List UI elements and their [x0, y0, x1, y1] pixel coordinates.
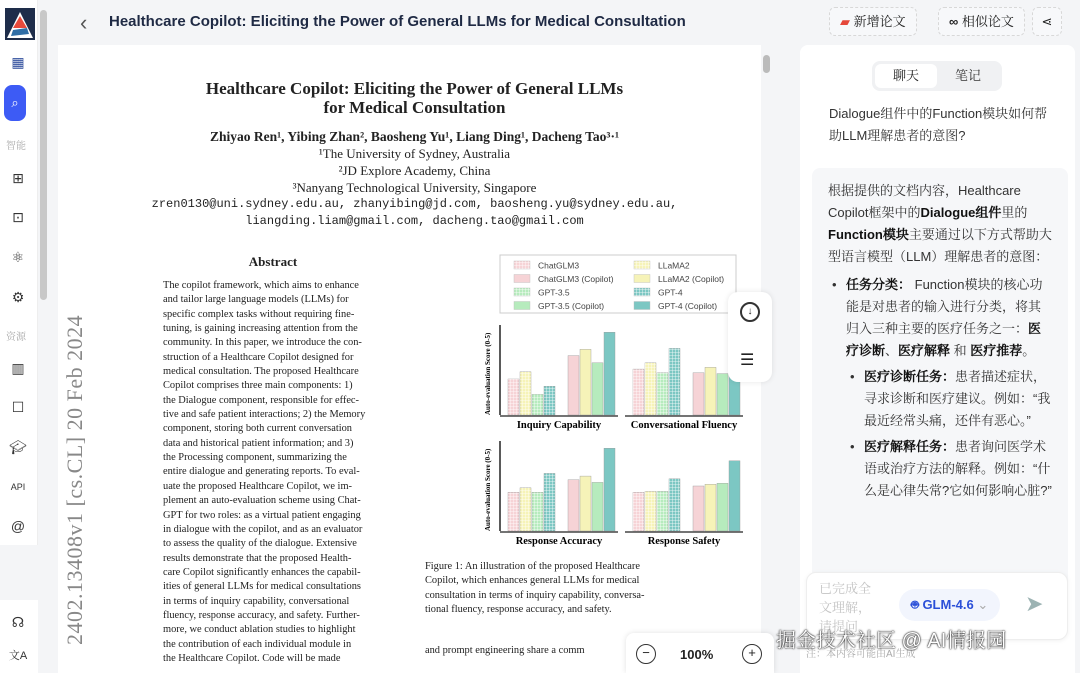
- abstract-body: [163, 279, 385, 666]
- legend-swatch-hatch: [514, 288, 530, 296]
- bar-hatch: [508, 379, 519, 415]
- bar: [592, 363, 603, 415]
- caption-line: Figure 1: An illustration of the proposed Healthcare: [425, 561, 640, 572]
- header: [60, 0, 1080, 45]
- bar-hatch: [645, 491, 656, 531]
- bar: [705, 484, 716, 531]
- abstract-line: in dialogue with the copilot, and as an evaluator: [163, 523, 363, 535]
- panel-title: Response Accuracy: [515, 536, 603, 547]
- affiliation-2: ²JD Explore Academy, China: [338, 163, 491, 178]
- page-title: Healthcare Copilot: Eliciting the Power of General LLMs for Medical Consultation: [109, 13, 686, 30]
- abstract-line: specific complex tasks without requiring fine-: [163, 308, 355, 320]
- abstract-line: more, we conduct ablation studies to highlight: [163, 624, 356, 636]
- bar-hatch: [657, 491, 668, 531]
- bar-hatch: [669, 479, 680, 531]
- caption-line: tional fluency, response accuracy, and safety.: [425, 603, 612, 615]
- robot-icon: 🤖︎: [911, 597, 919, 612]
- legend-swatch-hatch: [514, 261, 530, 269]
- model-name: GLM-4.6: [922, 597, 974, 612]
- bar-hatch: [544, 473, 555, 531]
- headset-icon[interactable]: ☊: [11, 614, 25, 630]
- chart-icon[interactable]: ▥: [11, 360, 25, 376]
- section-label-smart: 智能: [6, 141, 26, 152]
- abstract-line: component, storing both current conversation: [163, 423, 353, 435]
- translate-icon[interactable]: 文A: [8, 650, 28, 662]
- caption-line: consultation in terms of inquiry capability, conversa-: [425, 589, 645, 601]
- bar-hatch: [508, 492, 519, 531]
- bar: [592, 482, 603, 531]
- caption-line: Copilot, which enhances general LLMs for medical: [425, 575, 640, 587]
- assistant-answer: [812, 168, 1068, 638]
- bar-hatch: [532, 394, 543, 415]
- share-button[interactable]: [1032, 7, 1062, 36]
- affiliation-1: ¹The University of Sydney, Australia: [318, 146, 511, 161]
- abstract-line: ities of general LLMs for medical consultations: [163, 581, 361, 593]
- legend-label: GPT-3.5 (Copilot): [538, 301, 605, 311]
- answer-sub-diagnosis: • 医疗诊断任务：患者描述症状，寻求诊断和医疗建议。例如：“我最近经常头痛，还伴有恶心。”: [850, 369, 1051, 428]
- next-paragraph: and prompt engineering share a comm: [425, 645, 585, 656]
- abstract-line: and tailor large language models (LLMs) for: [163, 294, 349, 306]
- legend-label: ChatGLM3 (Copilot): [538, 274, 614, 284]
- link-icon: ∞: [949, 14, 959, 29]
- search-icon: ⌕: [11, 95, 19, 110]
- abstract-line: the Dialogue component, responsible for effec-: [163, 394, 360, 406]
- similar-paper-label: 相似论文: [961, 14, 1014, 29]
- sidebar: [0, 0, 38, 545]
- abstract-line: Copilot comprises three main components: 1): [163, 380, 353, 392]
- bar: [568, 480, 579, 531]
- abstract-line: uate the proposed Healthcare Copilot, we im-: [163, 480, 352, 492]
- bar: [580, 476, 591, 531]
- abstract-line: results demonstrate that the proposed Health-: [163, 552, 352, 564]
- pdf-icon: ▰: [840, 14, 850, 29]
- bar: [693, 373, 704, 415]
- at-icon[interactable]: @: [10, 518, 26, 534]
- bar: [717, 483, 728, 531]
- zoom-out-button[interactable]: −: [636, 644, 656, 664]
- abstract-line: in terms of inquiry capability, conversational: [163, 595, 350, 607]
- send-button[interactable]: [1025, 591, 1043, 617]
- panel-title: Inquiry Capability: [516, 420, 602, 431]
- legend-label: LLaMA2: [658, 260, 690, 271]
- y-axis-label: Auto-evaluation Score (0-5): [484, 332, 492, 415]
- user-question: Dialogue组件中的Function模块如何帮助LLM理解患者的意图?: [829, 106, 1048, 143]
- new-note-icon[interactable]: ⊞: [12, 170, 24, 186]
- tab-chat[interactable]: 聊天: [875, 64, 937, 88]
- bar-hatch: [657, 373, 668, 415]
- emails-1: zren0130@uni.sydney.edu.au, zhanyibing@jd.com, baosheng.yu@sydney.edu.au,: [151, 197, 678, 211]
- summary-list-icon[interactable]: ☰: [740, 352, 755, 369]
- abstract-line: medical consultation. The proposed Healthcare: [163, 366, 359, 378]
- search-button[interactable]: [4, 85, 26, 121]
- abstract-line: The copilot framework, which aims to enhance: [163, 280, 359, 291]
- bar: [729, 461, 740, 531]
- pdf-viewer[interactable]: [58, 45, 761, 673]
- graduation-icon[interactable]: 🎓︎: [9, 439, 27, 455]
- legend-swatch: [514, 275, 530, 283]
- bar-hatch: [645, 363, 656, 415]
- add-paper-button[interactable]: [829, 7, 917, 36]
- similar-paper-button[interactable]: [938, 7, 1025, 36]
- abstract-line: the Processing component, summarizing the: [163, 452, 347, 464]
- y-axis-label: Auto-evaluation Score (0-5): [484, 448, 492, 531]
- figure-caption: [425, 560, 645, 617]
- bar: [693, 486, 704, 531]
- arxiv-stamp: 2402.13408v1 [cs.CL] 20 Feb 2024: [62, 314, 87, 645]
- watermark: 掘金技术社区 @ AI情报园: [776, 630, 1007, 652]
- bar: [580, 349, 591, 415]
- legend-swatch: [634, 302, 650, 310]
- abstract-line: the Healthcare Copilot. Code will be made: [163, 652, 341, 664]
- legend-swatch-hatch: [634, 288, 650, 296]
- abstract-line: care Copilot significantly enhances the capabil-: [163, 566, 361, 578]
- zoom-level: 100%: [680, 647, 714, 662]
- avatar-icon[interactable]: ▦: [11, 54, 25, 70]
- abstract-line: data and historical patient information; and 3): [163, 437, 354, 449]
- sidebar-bottom: [0, 600, 38, 673]
- bar: [717, 374, 728, 415]
- legend-label: LLaMA2 (Copilot): [658, 274, 725, 284]
- legend-label: GPT-3.5: [538, 287, 570, 298]
- bar-hatch: [633, 492, 644, 531]
- gear-star-icon[interactable]: ⚙: [11, 289, 25, 305]
- abstract-line: to assess the quality of the dialogue. Extensive: [163, 538, 357, 550]
- abstract-line: fluency, response accuracy, and safety. Further-: [163, 609, 360, 621]
- chevron-down-icon: ⌄: [977, 597, 989, 612]
- api-file-icon[interactable]: API: [10, 482, 26, 492]
- answer-sub-explanation: • 医疗解释任务：患者询问医学术语或治疗方法的解释。例如：“什么是心律失常?它如何影响心脏?”: [850, 439, 1052, 498]
- back-icon[interactable]: ‹: [80, 10, 88, 35]
- abstract-line: tive and safe patient interactions; 2) the Memory: [163, 409, 366, 421]
- paper-title-line2: for Medical Consultation: [323, 98, 506, 117]
- share-icon: ⋖: [1041, 14, 1053, 29]
- answer-intro: 根据提供的文档内容，Healthcare Copilot框架中的Dialogue组件里的Function模块主要通过以下方式帮助大型语言模型（LLM）理解患者的意图：: [828, 183, 1052, 264]
- abstract-line: entire dialogue and generating reports. To eval-: [163, 466, 360, 478]
- bar-hatch: [669, 348, 680, 415]
- bar-hatch: [520, 372, 531, 415]
- legend-swatch: [634, 275, 650, 283]
- panel-title: Response Safety: [647, 536, 721, 547]
- bar: [604, 332, 615, 415]
- tab-notes[interactable]: 笔记: [954, 68, 981, 83]
- ai-locate-icon[interactable]: ↓: [740, 302, 760, 322]
- abstract-line: struction of a Healthcare Copilot designed for: [163, 351, 354, 363]
- pdf-scrollbar[interactable]: [763, 55, 770, 73]
- abstract-line: plement an auto-evaluation scheme using Chat-: [163, 495, 361, 507]
- panel-title: Conversational Fluency: [630, 420, 738, 431]
- bar: [705, 367, 716, 415]
- zoom-in-button[interactable]: +: [742, 644, 762, 664]
- send-icon: ➤: [1025, 591, 1044, 616]
- bar-hatch: [520, 488, 531, 531]
- bar: [568, 356, 579, 415]
- legend-label: ChatGLM3: [538, 260, 580, 271]
- legend-label: GPT-4 (Copilot): [658, 301, 718, 311]
- doc-add-icon[interactable]: ☐: [11, 399, 25, 415]
- chat-input[interactable]: 已完成全文理解，请提问: [819, 581, 872, 634]
- bar-hatch: [633, 369, 644, 415]
- abstract-line: GPT for two roles: as a virtual patient engaging: [163, 509, 361, 521]
- affiliation-3: ³Nanyang Technological University, Singapore: [292, 180, 537, 195]
- abstract-heading: Abstract: [248, 254, 298, 269]
- bar-hatch: [544, 386, 555, 415]
- answer-bullet-task-classification: • 任务分类： Function模块的核心功能是对患者的输入进行分类，将其归入三种主要的医疗任务之一：医疗诊断、医疗解释 和 医疗推荐。 • 医疗诊断任务：患者描述症状，寻求诊断和医疗建议。例如：“我最近经常头痛，还伴有恶心。” • 医疗解释任务：患者询问医学术语或治疗方法的解释。例如：“什么是心律失常?它如何影响心脏?”: [828, 274, 1052, 502]
- bar-hatch: [532, 492, 543, 531]
- zoom-controls: [626, 633, 774, 673]
- emails-2: liangding.liam@gmail.com, dacheng.tao@gmail.com: [245, 214, 584, 228]
- legend-label: GPT-4: [658, 287, 683, 298]
- bar: [604, 448, 615, 531]
- abstract-line: community. In this paper, we introduce the con-: [163, 337, 362, 349]
- panel-tabs: [872, 61, 1002, 91]
- abstract-line: the contribution of each individual module in: [163, 638, 352, 650]
- section-label-resources: 资源: [6, 332, 26, 343]
- paper-authors: Zhiyao Ren¹, Yibing Zhan², Baosheng Yu¹, Liang Ding¹, Dacheng Tao³·¹: [209, 129, 620, 144]
- app-logo[interactable]: [5, 8, 35, 40]
- legend-swatch: [514, 302, 530, 310]
- disclaimer: 注：本内容可能由AI生成: [806, 649, 916, 660]
- atom-icon[interactable]: ⚛: [11, 249, 25, 265]
- pdf-side-tools: [728, 292, 772, 382]
- book-add-icon[interactable]: ⊡: [12, 209, 24, 225]
- paper-title-line1: Healthcare Copilot: Eliciting the Power of General LLMs: [205, 79, 624, 98]
- sidebar-scrollbar[interactable]: [40, 10, 47, 300]
- add-paper-label: 新增论文: [853, 14, 906, 29]
- abstract-line: tuning, is gaining increasing attention from the: [163, 323, 358, 335]
- model-selector[interactable]: [899, 589, 1000, 621]
- legend-swatch-hatch: [634, 261, 650, 269]
- figure-1-chart: [420, 253, 738, 553]
